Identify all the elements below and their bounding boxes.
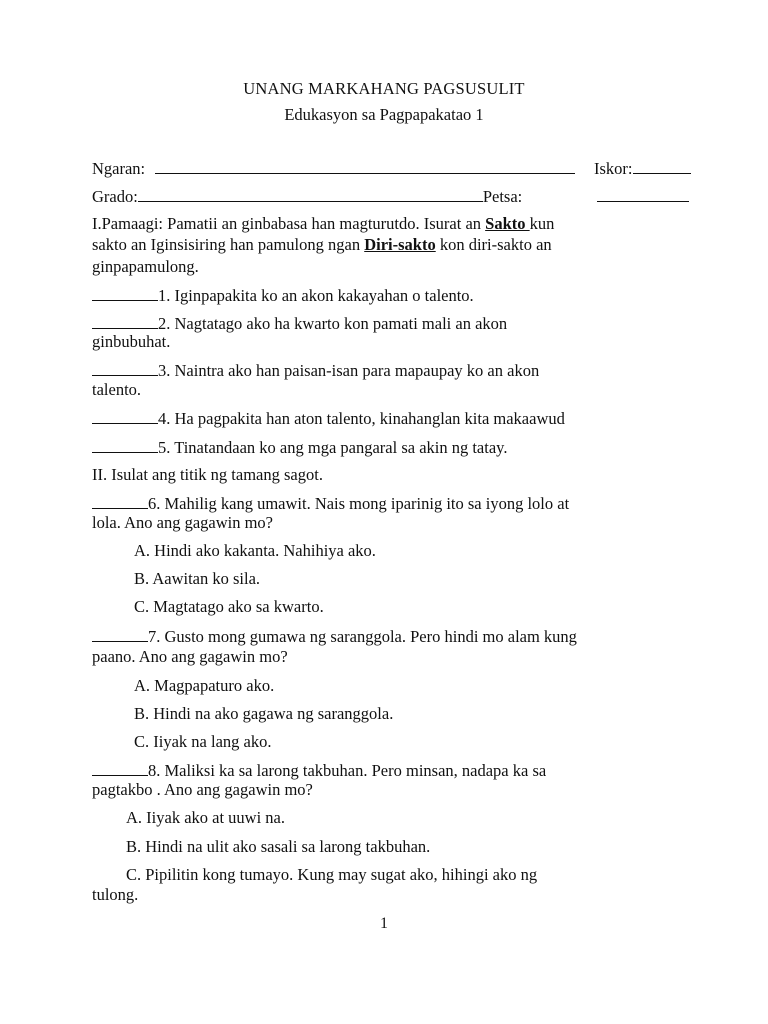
item-2-cont: ginbubuhat. [92, 332, 171, 351]
item-4 [92, 408, 565, 429]
name-row [92, 158, 575, 179]
part1-instruction-line2 [92, 235, 552, 255]
date-blank[interactable] [597, 186, 689, 202]
answer-blank[interactable] [92, 408, 158, 424]
grade-row [92, 186, 522, 207]
question-7 [92, 626, 577, 647]
answer-blank[interactable] [92, 760, 148, 776]
sakto-keyword: Sakto [485, 214, 530, 233]
item-text: Gusto mong gumawa ng saranggola. Pero hindi mo alam kung [164, 627, 577, 646]
item-number: 8. [148, 761, 161, 780]
answer-blank[interactable] [92, 437, 158, 453]
date-blank-row [597, 186, 689, 207]
item-3-cont: talento. [92, 380, 142, 399]
q8-choice-c[interactable]: C. Pipilitin kong tumayo. Kung may sugat ako, hihingi ako ng [126, 865, 538, 884]
exam-title: UNANG MARKAHANG PAGSUSULIT [243, 79, 525, 98]
question-6 [92, 493, 569, 514]
question-8 [92, 760, 546, 781]
item-number: 2. [158, 314, 171, 333]
page-number: 1 [380, 915, 388, 932]
answer-blank[interactable] [92, 493, 148, 509]
part2-instruction: II. Isulat ang titik ng tamang sagot. [92, 465, 323, 484]
q8-choice-a[interactable]: A. Iiyak ako at uuwi na. [126, 808, 285, 827]
question-7-cont: paano. Ano ang gagawin mo? [92, 647, 288, 666]
instruction-text: kun [529, 214, 555, 233]
question-8-cont: pagtakbo . Ano ang gagawin mo? [92, 780, 313, 799]
item-text: Mahilig kang umawit. Nais mong iparinig ito sa iyong lolo at [164, 494, 570, 513]
q8-choice-c-cont: tulong. [92, 885, 139, 904]
grade-blank[interactable] [138, 186, 483, 202]
score-blank[interactable] [633, 158, 691, 174]
answer-blank[interactable] [92, 313, 158, 329]
item-text: Naintra ako han paisan-isan para mapaupay ko an akon [174, 361, 540, 380]
item-number: 6. [148, 494, 161, 513]
date-label: Petsa: [482, 187, 523, 206]
instruction-text: kon diri-sakto an [435, 235, 552, 254]
question-6-cont: lola. Ano ang gagawin mo? [92, 513, 274, 532]
q6-choice-b[interactable]: B. Aawitan ko sila. [134, 569, 261, 588]
item-number: 3. [158, 361, 171, 380]
name-blank[interactable] [155, 158, 575, 174]
answer-blank[interactable] [92, 626, 148, 642]
item-2 [92, 313, 507, 334]
q7-choice-c[interactable]: C. Iiyak na lang ako. [134, 732, 272, 751]
instruction-text: I.Pamaagi: Pamatii an ginbabasa han magturutdo. Isurat an [92, 214, 486, 233]
answer-blank[interactable] [92, 285, 158, 301]
part1-instruction-line3: ginpapamulong. [92, 257, 199, 276]
instruction-text: sakto an Iginsisiring han pamulong ngan [92, 235, 365, 254]
q6-choice-a[interactable]: A. Hindi ako kakanta. Nahihiya ako. [134, 541, 376, 560]
item-number: 4. [158, 409, 171, 428]
name-label: Ngaran: [92, 159, 146, 178]
part1-instruction-line1 [92, 214, 554, 234]
item-text: Iginpapakita ko an akon kakayahan o talento. [174, 286, 474, 305]
q6-choice-c[interactable]: C. Magtatago ako sa kwarto. [134, 597, 324, 616]
diri-sakto-keyword: Diri-sakto [364, 235, 436, 254]
item-5 [92, 437, 507, 458]
item-1 [92, 285, 474, 306]
score-row [594, 158, 691, 179]
grade-label: Grado: [92, 187, 138, 206]
item-3 [92, 360, 539, 381]
item-text: Ha pagpakita han aton talento, kinahanglan kita makaawud [174, 409, 565, 428]
item-number: 5. [158, 438, 171, 457]
answer-blank[interactable] [92, 360, 158, 376]
item-text: Tinatandaan ko ang mga pangaral sa akin ng tatay. [174, 438, 508, 457]
q7-choice-a[interactable]: A. Magpapaturo ako. [134, 676, 275, 695]
item-number: 7. [148, 627, 161, 646]
exam-subtitle: Edukasyon sa Pagpapakatao 1 [284, 105, 484, 124]
item-number: 1. [158, 286, 171, 305]
score-label: Iskor: [594, 159, 633, 178]
q8-choice-b[interactable]: B. Hindi na ulit ako sasali sa larong takbuhan. [126, 837, 431, 856]
item-text: Nagtatago ako ha kwarto kon pamati mali an akon [174, 314, 508, 333]
item-text: Maliksi ka sa larong takbuhan. Pero minsan, nadapa ka sa [164, 761, 547, 780]
q7-choice-b[interactable]: B. Hindi na ako gagawa ng saranggola. [134, 704, 394, 723]
